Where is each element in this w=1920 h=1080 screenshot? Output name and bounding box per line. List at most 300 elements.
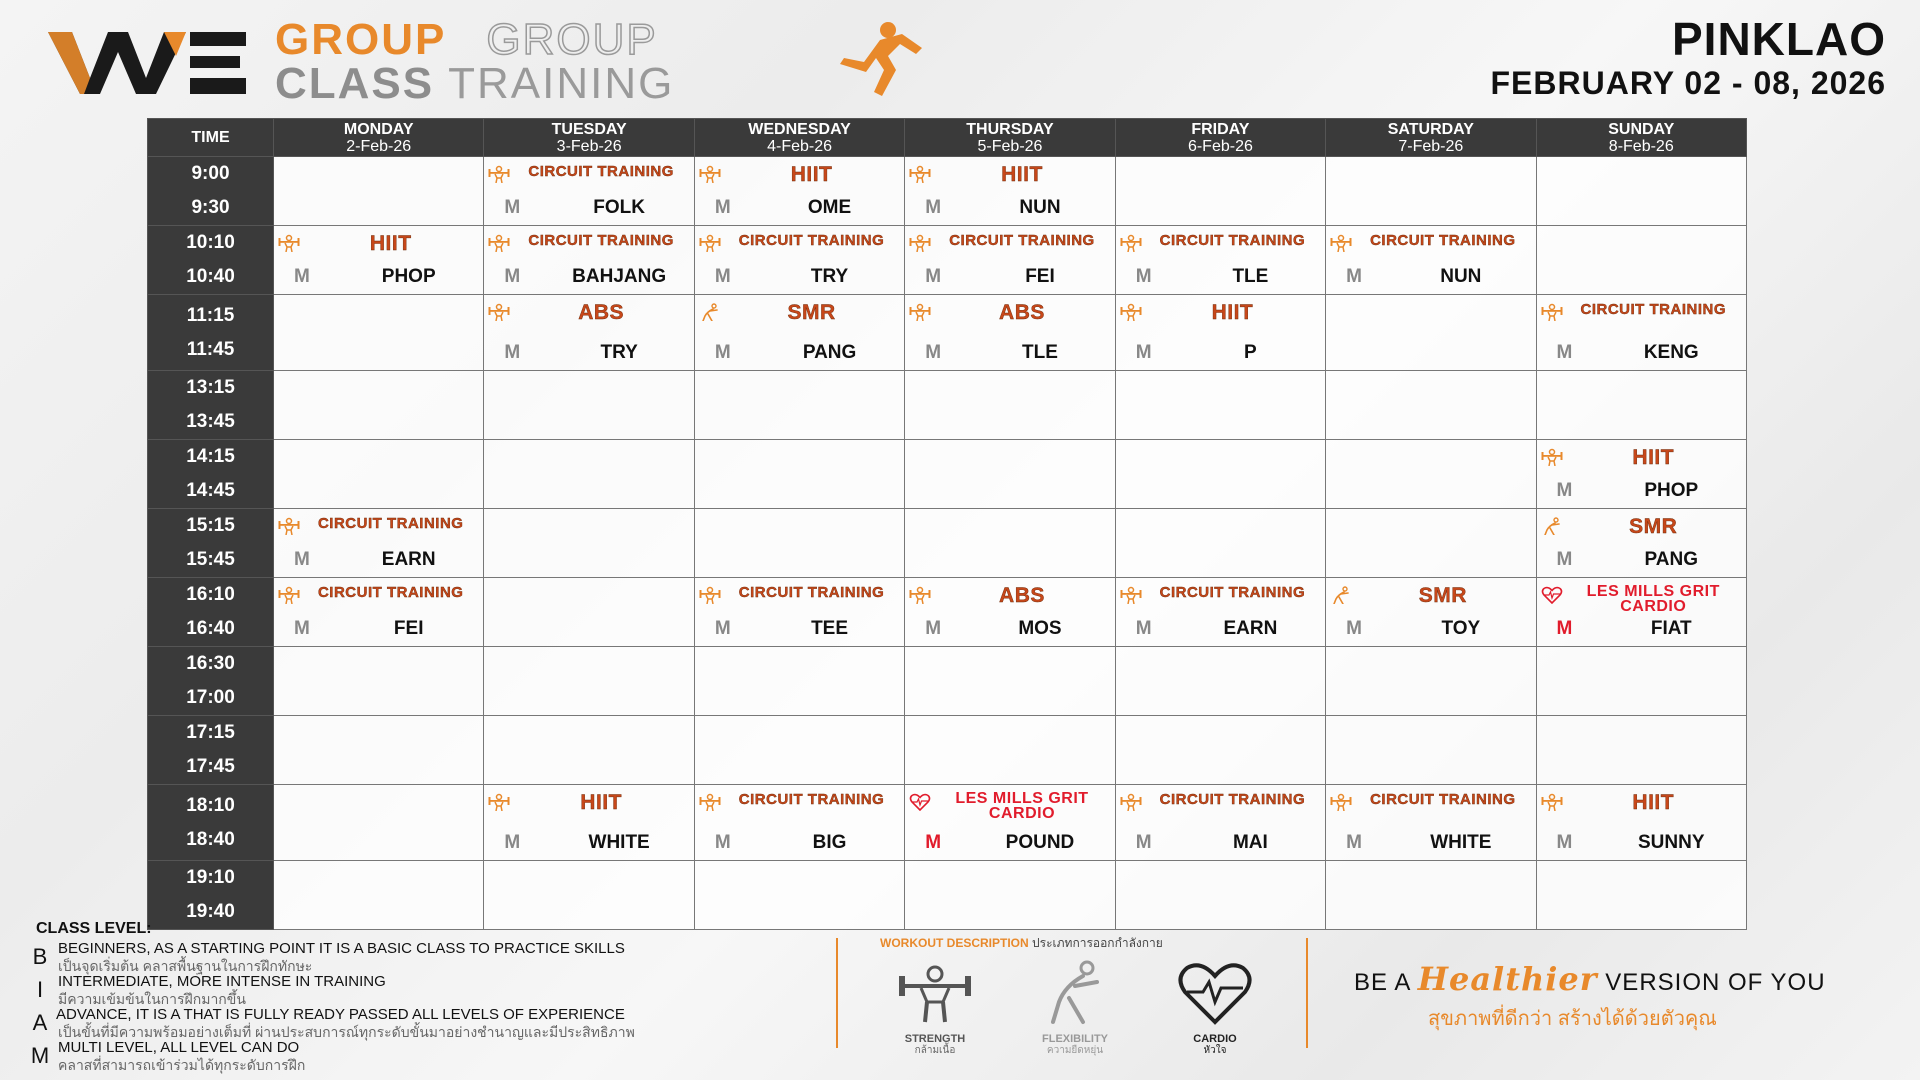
empty-cell <box>1536 647 1746 716</box>
time-slot-row <box>148 578 1747 647</box>
class-name: CIRCUIT TRAINING <box>1580 301 1727 318</box>
level-letter: A <box>32 1010 48 1035</box>
time-slot-row <box>148 295 1747 371</box>
brand-training: TRAINING <box>448 59 675 108</box>
start-time: 10:10 <box>186 232 235 253</box>
empty-cell <box>1536 716 1746 785</box>
day-header <box>905 119 1115 157</box>
day-name: THURSDAY <box>966 120 1054 138</box>
empty-cell <box>694 716 904 785</box>
class-level: M <box>294 618 310 639</box>
class-name: CIRCUIT TRAINING <box>949 232 1095 249</box>
day-name: MONDAY <box>343 120 414 138</box>
coach-name: P <box>1244 342 1257 363</box>
footer-divider <box>836 938 838 1048</box>
empty-cell <box>694 371 904 440</box>
class-entry <box>695 785 904 860</box>
footer-divider <box>1306 938 1308 1048</box>
class-level: M <box>1346 266 1362 287</box>
class-name: LES MILLS GRIT CARDIO <box>1586 583 1720 615</box>
tagline-thai: สุขภาพที่ดีกว่า สร้างได้ด้วยตัวคุณ <box>1428 1008 1717 1030</box>
coach-name: FOLK <box>593 197 645 218</box>
class-level: M <box>1135 266 1152 287</box>
coach-name: MAI <box>1232 832 1268 853</box>
class-cell <box>905 157 1115 226</box>
empty-cell <box>484 647 694 716</box>
coach-name: BAHJANG <box>572 266 667 287</box>
class-entry <box>274 509 483 577</box>
level-row-advance <box>30 1004 635 1040</box>
class-name: ABS <box>578 301 625 324</box>
workout-label: FLEXIBILITY <box>1042 1033 1108 1045</box>
class-name: SMR <box>1629 515 1678 538</box>
end-time: 14:45 <box>186 480 235 501</box>
coach-name: BIG <box>812 832 847 853</box>
start-time: 16:30 <box>186 653 235 674</box>
tagline <box>1354 960 1826 1034</box>
class-entry <box>905 578 1114 646</box>
end-time: 15:45 <box>186 549 235 570</box>
time-slot-row <box>148 226 1747 295</box>
empty-cell <box>1115 716 1325 785</box>
class-cell <box>694 226 904 295</box>
class-cell <box>905 226 1115 295</box>
level-description: MULTI LEVEL, ALL LEVEL CAN DO <box>58 1039 300 1056</box>
day-header <box>274 119 484 157</box>
empty-cell <box>1326 157 1536 226</box>
level-letter: M <box>30 1043 50 1068</box>
class-cell <box>694 295 904 371</box>
class-name: CIRCUIT TRAINING <box>738 232 885 249</box>
empty-cell <box>1326 371 1536 440</box>
class-entry <box>905 785 1114 860</box>
class-name: SMR <box>787 301 836 324</box>
day-date: 7-Feb-26 <box>1398 137 1464 155</box>
we-logo <box>48 20 248 100</box>
end-time: 17:45 <box>186 756 235 777</box>
strength-icon <box>278 517 300 535</box>
level-description: ADVANCE, IT IS A THAT IS FULLY READY PASSED ALL LEVELS OF EXPERIENCE <box>56 1006 625 1023</box>
class-level: M <box>1135 618 1152 639</box>
class-entry <box>695 157 904 225</box>
start-time: 19:10 <box>186 867 235 888</box>
time-header: TIME <box>148 119 274 157</box>
class-entry <box>274 578 483 646</box>
empty-cell <box>274 861 484 930</box>
class-level: M <box>714 832 731 853</box>
class-name: HIIT <box>790 163 833 186</box>
end-time: 18:40 <box>186 828 235 850</box>
class-entry <box>1537 785 1746 860</box>
class-level: M <box>1556 832 1573 853</box>
class-cell <box>694 578 904 647</box>
flexibility-icon <box>1035 958 1115 1028</box>
class-cell <box>484 295 694 371</box>
class-level: M <box>925 197 942 218</box>
coach-name: TRY <box>810 266 849 287</box>
time-slot-row <box>148 716 1747 785</box>
empty-cell <box>905 861 1115 930</box>
class-entry <box>1116 226 1325 294</box>
class-name: HIIT <box>1632 446 1675 469</box>
empty-cell <box>694 509 904 578</box>
schedule-header-row <box>148 119 1747 157</box>
level-description-thai: เป็นจุดเริ่มต้น คลาสพื้นฐานในการฝึกทักษะ <box>58 958 313 974</box>
day-name: SATURDAY <box>1387 120 1474 138</box>
end-time: 9:30 <box>191 197 230 218</box>
class-cell <box>905 295 1115 371</box>
class-level: M <box>504 832 521 853</box>
class-name: CIRCUIT TRAINING <box>1159 791 1306 808</box>
class-cell <box>1536 295 1746 371</box>
class-level: M <box>1556 480 1573 501</box>
class-level: M <box>504 197 521 218</box>
day-name: SUNDAY <box>1608 120 1675 138</box>
time-slot-row <box>148 440 1747 509</box>
empty-cell <box>1536 226 1746 295</box>
class-cell <box>1326 785 1536 861</box>
empty-cell <box>1326 440 1536 509</box>
strength-icon <box>278 234 300 252</box>
strength-icon <box>1120 793 1142 811</box>
day-name: WEDNESDAY <box>748 120 851 138</box>
class-entry <box>1116 295 1325 370</box>
empty-cell <box>1326 295 1536 371</box>
coach-name: TEE <box>811 618 849 639</box>
class-name: HIIT <box>369 232 412 255</box>
workout-label: STRENGTH <box>904 1033 966 1045</box>
flexibility-icon <box>1330 586 1352 604</box>
class-level: M <box>925 618 942 639</box>
class-cell <box>274 578 484 647</box>
coach-name: NUN <box>1019 197 1061 218</box>
day-header <box>694 119 904 157</box>
class-name: HIIT <box>1001 163 1043 186</box>
workout-title <box>880 934 1163 953</box>
time-slot-row <box>148 371 1747 440</box>
strength-icon <box>909 165 931 183</box>
class-level: M <box>1135 342 1152 363</box>
day-date: 3-Feb-26 <box>556 137 622 155</box>
class-level: M <box>504 342 521 363</box>
day-name: TUESDAY <box>551 120 627 138</box>
workout-label-thai: ความยืดหยุ่น <box>1046 1045 1104 1056</box>
empty-cell <box>274 785 484 861</box>
class-name: HIIT <box>1211 301 1254 324</box>
time-cell <box>148 157 274 226</box>
class-level: M <box>1556 342 1573 363</box>
start-time: 11:15 <box>186 304 235 326</box>
workout-description <box>880 934 1237 1056</box>
strength-icon <box>1330 234 1352 252</box>
class-level: M <box>1556 618 1573 639</box>
empty-cell <box>694 440 904 509</box>
strength-icon <box>699 165 721 183</box>
class-level: M <box>1135 832 1152 853</box>
class-name: CIRCUIT TRAINING <box>738 584 885 601</box>
empty-cell <box>274 295 484 371</box>
empty-cell <box>905 647 1115 716</box>
schedule-body <box>148 157 1747 930</box>
class-cell <box>484 785 694 861</box>
time-cell <box>148 578 274 647</box>
class-entry <box>695 295 904 370</box>
class-name: CIRCUIT TRAINING <box>528 163 674 180</box>
level-letter: I <box>36 977 44 1002</box>
class-cell <box>1115 226 1325 295</box>
coach-name: OME <box>807 197 852 218</box>
cardio-icon <box>1175 958 1255 1028</box>
class-level: M <box>1346 618 1362 639</box>
class-entry <box>1537 578 1746 646</box>
runner-icon <box>830 18 930 98</box>
empty-cell <box>274 157 484 226</box>
class-name: ABS <box>999 301 1045 324</box>
class-level: M <box>714 197 731 218</box>
class-cell <box>1115 295 1325 371</box>
class-level: M <box>714 342 731 363</box>
level-description-thai: คลาสที่สามารถเข้าร่วมได้ทุกระดับการฝึก <box>58 1057 306 1073</box>
class-entry <box>905 157 1114 225</box>
start-time: 18:10 <box>186 794 235 816</box>
coach-name: FIAT <box>1650 618 1692 639</box>
class-cell <box>484 226 694 295</box>
class-cell <box>1115 785 1325 861</box>
workout-title-thai: ประเภทการออกกำลังกาย <box>1032 936 1163 950</box>
empty-cell <box>1115 157 1325 226</box>
strength-icon <box>699 586 721 604</box>
strength-icon <box>909 234 931 252</box>
class-name: CIRCUIT TRAINING <box>738 791 885 808</box>
class-cell <box>1326 226 1536 295</box>
coach-name: TLE <box>1022 342 1058 363</box>
empty-cell <box>1115 509 1325 578</box>
workout-title-en: WORKOUT DESCRIPTION <box>880 936 1029 950</box>
coach-name: EARN <box>381 549 436 570</box>
strength-icon <box>909 586 931 604</box>
level-description: BEGINNERS, AS A STARTING POINT IT IS A BASIC CLASS TO PRACTICE SKILLS <box>58 940 625 957</box>
class-cell <box>484 157 694 226</box>
empty-cell <box>1326 716 1536 785</box>
class-entry <box>484 295 693 370</box>
empty-cell <box>1326 647 1536 716</box>
class-level-legend <box>30 920 635 1073</box>
flexibility-icon <box>1541 517 1563 535</box>
class-name: CIRCUIT TRAINING <box>1370 232 1516 249</box>
time-cell <box>148 861 274 930</box>
empty-cell <box>274 647 484 716</box>
end-time: 13:45 <box>186 411 235 432</box>
tagline-prefix: BE A <box>1354 969 1411 996</box>
empty-cell <box>1326 509 1536 578</box>
time-cell <box>148 440 274 509</box>
strength-icon <box>699 793 721 811</box>
strength-icon <box>1541 303 1563 321</box>
day-date: 5-Feb-26 <box>977 137 1043 155</box>
workout-label-thai: กล้ามเนื้อ <box>914 1045 956 1056</box>
time-slot-row <box>148 647 1747 716</box>
level-letter: B <box>32 944 48 969</box>
class-cell <box>1536 785 1746 861</box>
class-name: ABS <box>999 584 1045 607</box>
class-entry <box>905 295 1114 370</box>
strength-icon <box>488 165 510 183</box>
class-cell <box>274 226 484 295</box>
class-entry <box>1116 578 1325 646</box>
end-time: 19:40 <box>186 901 235 922</box>
workout-label-thai: หัวใจ <box>1203 1045 1227 1056</box>
empty-cell <box>274 716 484 785</box>
brand-group-bold: GROUP <box>275 15 447 64</box>
class-cell <box>905 785 1115 861</box>
empty-cell <box>1536 157 1746 226</box>
tagline-suffix: VERSION OF YOU <box>1605 969 1826 996</box>
empty-cell <box>1536 861 1746 930</box>
start-time: 13:15 <box>186 377 235 398</box>
class-cell <box>1115 578 1325 647</box>
class-name: CIRCUIT TRAINING <box>528 232 674 249</box>
time-slot-row <box>148 157 1747 226</box>
legend-title: CLASS LEVEL: <box>36 920 152 937</box>
class-cell <box>1536 440 1746 509</box>
class-entry <box>1537 295 1746 370</box>
empty-cell <box>905 371 1115 440</box>
empty-cell <box>484 716 694 785</box>
coach-name: POUND <box>1005 832 1075 853</box>
class-cell <box>274 509 484 578</box>
branch-name: PINKLAO <box>1672 13 1886 65</box>
class-name: LES MILLS GRIT CARDIO <box>955 790 1089 822</box>
class-level: M <box>1346 832 1362 853</box>
class-entry <box>1537 509 1746 577</box>
empty-cell <box>484 440 694 509</box>
coach-name: EARN <box>1223 618 1278 639</box>
class-entry <box>905 226 1114 294</box>
end-time: 11:45 <box>186 338 235 360</box>
day-header <box>1115 119 1325 157</box>
level-row-multi <box>30 1037 306 1073</box>
start-time: 15:15 <box>186 515 235 536</box>
time-slot-row <box>148 861 1747 930</box>
time-cell <box>148 295 274 371</box>
class-level: M <box>504 266 521 287</box>
class-name: CIRCUIT TRAINING <box>317 584 464 601</box>
time-slot-row <box>148 509 1747 578</box>
brand-title <box>275 15 675 108</box>
flexibility-icon <box>699 303 721 321</box>
start-time: 17:15 <box>186 722 235 743</box>
class-level: M <box>925 342 942 363</box>
coach-name: TLE <box>1232 266 1269 287</box>
class-level: M <box>925 832 942 853</box>
day-header <box>1536 119 1746 157</box>
class-cell <box>694 785 904 861</box>
empty-cell <box>274 371 484 440</box>
class-level: M <box>294 266 310 287</box>
date-range: FEBRUARY 02 - 08, 2026 <box>1490 65 1886 101</box>
cardio-icon <box>909 793 931 811</box>
workout-cardio <box>1160 958 1270 1056</box>
strength-icon <box>488 303 510 321</box>
end-time: 16:40 <box>186 618 235 639</box>
class-level: M <box>714 266 731 287</box>
class-entry <box>484 226 693 294</box>
time-cell <box>148 509 274 578</box>
empty-cell <box>905 509 1115 578</box>
class-cell <box>1536 578 1746 647</box>
end-time: 17:00 <box>186 687 235 708</box>
coach-name: KENG <box>1643 342 1699 363</box>
coach-name: TRY <box>600 342 638 363</box>
workout-strength <box>880 958 990 1056</box>
class-name: HIIT <box>1632 791 1675 814</box>
class-entry <box>1116 785 1325 860</box>
day-date: 6-Feb-26 <box>1187 137 1253 155</box>
empty-cell <box>484 578 694 647</box>
coach-name: SUNNY <box>1638 832 1705 853</box>
class-entry <box>484 157 693 225</box>
empty-cell <box>1115 861 1325 930</box>
class-entry <box>695 226 904 294</box>
coach-name: PHOP <box>1644 480 1699 501</box>
branch-info <box>1491 14 1887 102</box>
empty-cell <box>1536 371 1746 440</box>
coach-name: PANG <box>802 342 857 363</box>
brand-group-outline: GROUP <box>486 15 658 64</box>
coach-name: PANG <box>1644 549 1698 570</box>
empty-cell <box>484 371 694 440</box>
coach-name: NUN <box>1440 266 1482 287</box>
start-time: 16:10 <box>186 584 235 605</box>
coach-name: WHITE <box>588 832 650 853</box>
level-description-thai: เป็นขั้นที่มีความพร้อมอย่างเต็มที่ ผ่านประสบการณ์ทุกระดับขั้นมาอย่างชำนาญและมีประสิทธิภาพ <box>58 1024 635 1040</box>
class-entry <box>274 226 483 294</box>
day-date: 2-Feb-26 <box>346 137 412 155</box>
level-row-beginner <box>30 938 625 974</box>
strength-icon <box>1541 448 1563 466</box>
strength-icon <box>1120 234 1142 252</box>
strength-icon <box>1120 586 1142 604</box>
class-cell <box>905 578 1115 647</box>
level-row-intermediate <box>30 971 386 1007</box>
end-time: 10:40 <box>186 266 235 287</box>
empty-cell <box>274 440 484 509</box>
cardio-icon <box>1541 586 1563 604</box>
time-cell <box>148 716 274 785</box>
coach-name: FEI <box>393 618 424 639</box>
empty-cell <box>484 861 694 930</box>
strength-icon <box>278 586 300 604</box>
coach-name: TOY <box>1441 618 1481 639</box>
brand-class: CLASS <box>275 59 435 108</box>
day-header <box>484 119 694 157</box>
class-level: M <box>294 549 310 570</box>
empty-cell <box>905 440 1115 509</box>
strength-icon <box>895 958 975 1028</box>
class-cell <box>694 157 904 226</box>
class-cell <box>1536 509 1746 578</box>
class-cell <box>1326 578 1536 647</box>
coach-name: FEI <box>1025 266 1055 287</box>
strength-icon <box>488 793 510 811</box>
empty-cell <box>1115 647 1325 716</box>
tagline-script: Healthier <box>1417 960 1598 998</box>
time-cell <box>148 647 274 716</box>
empty-cell <box>1326 861 1536 930</box>
class-entry <box>1326 578 1535 646</box>
empty-cell <box>694 861 904 930</box>
empty-cell <box>905 716 1115 785</box>
